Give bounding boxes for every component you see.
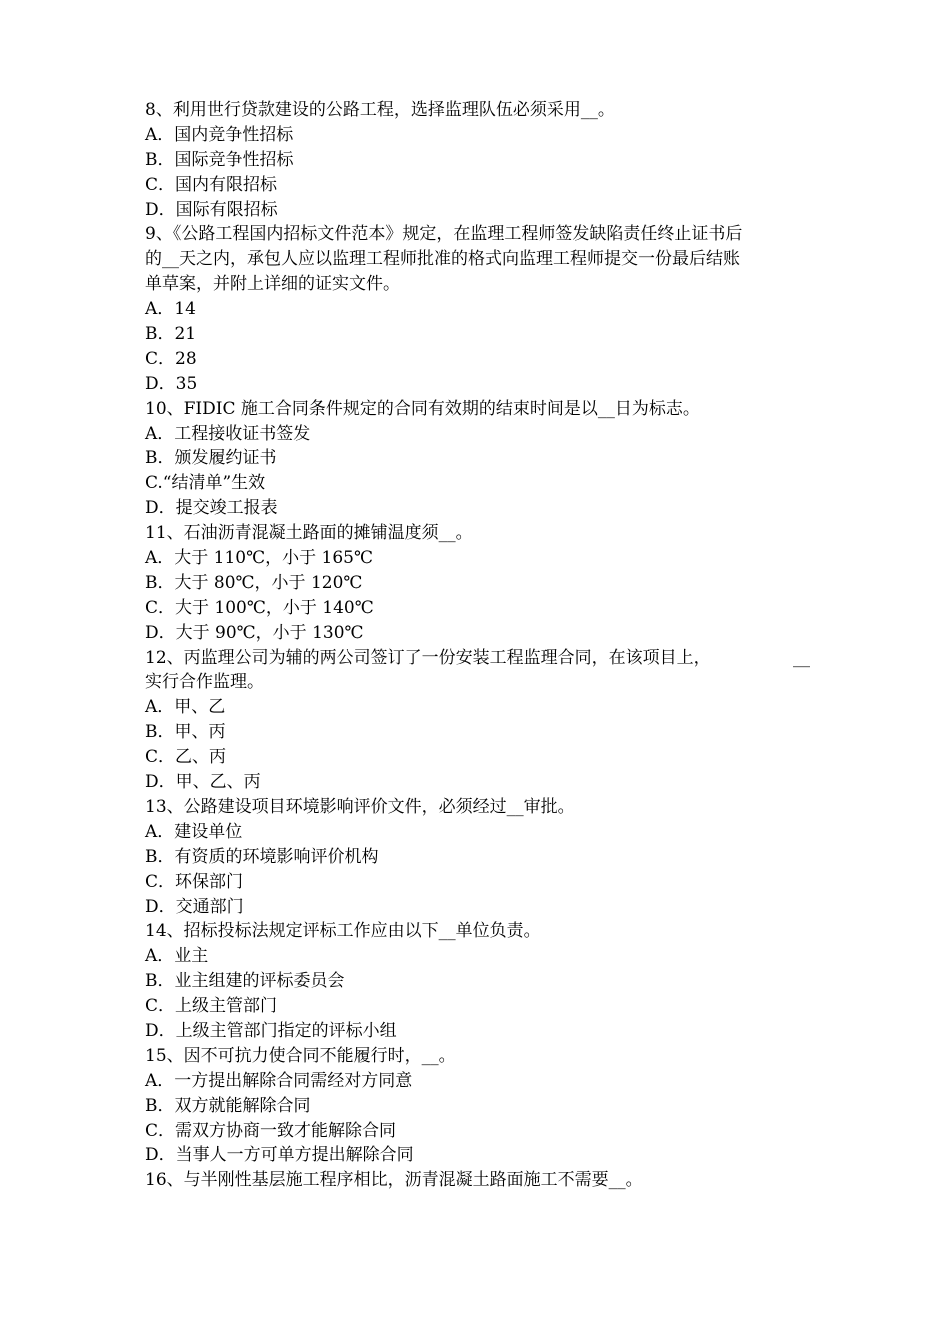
question-9-stem-line-2: 的__天之内，承包人应以监理工程师批准的格式向监理工程师提交一份最后结账 [145,249,740,270]
question-8-option-a: A．国内竞争性招标 [145,124,294,145]
question-15-stem: 15、因不可抗力使合同不能履行时，__。 [145,1045,456,1066]
question-11-option-a: A．大于 110℃，小于 165℃ [145,548,374,569]
question-11-option-c: C．大于 100℃，小于 140℃ [145,597,374,618]
question-13-option-b: B．有资质的环境影响评价机构 [145,846,379,867]
question-15-option-d: D．当事人一方可单方提出解除合同 [145,1145,414,1166]
question-12-stem-line-2: 实行合作监理。 [145,672,264,693]
question-11-option-d: D．大于 90℃，小于 130℃ [145,622,364,643]
question-9-option-d: D．35 [145,373,198,394]
question-9-stem-line-1: 9、《公路工程国内招标文件范本》规定，在监理工程师签发缺陷责任终止证书后 [145,224,743,245]
question-15-option-b: B．双方就能解除合同 [145,1095,311,1116]
question-14-option-c: C．上级主管部门 [145,996,278,1017]
question-8-option-c: C．国内有限招标 [145,174,278,195]
question-9-option-c: C．28 [145,348,197,369]
question-10-option-d: D．提交竣工报表 [145,498,278,519]
question-12-stem-line-1 [145,646,810,671]
question-12-blank: __ [793,647,810,668]
question-8-stem: 8、利用世行贷款建设的公路工程，选择监理队伍必须采用__。 [145,100,615,120]
question-12-option-b: B．甲、丙 [145,722,226,743]
question-8-option-d: D．国际有限招标 [145,199,278,220]
question-14-stem: 14、招标投标法规定评标工作应由以下__单位负责。 [145,921,541,942]
question-12-stem-text: 12、丙监理公司为辅的两公司签订了一份安装工程监理合同，在该项目上， [145,647,711,668]
question-14-option-d: D．上级主管部门指定的评标小组 [145,1020,397,1041]
question-13-option-d: D．交通部门 [145,896,244,917]
question-10-stem: 10、FIDIC 施工合同条件规定的合同有效期的结束时间是以__日为标志。 [145,398,700,419]
question-12-option-a: A．甲、乙 [145,697,226,718]
question-10-option-c: C.“结清单”生效 [145,473,266,494]
question-9-option-b: B．21 [145,324,197,345]
question-12-option-d: D．甲、乙、丙 [145,772,261,793]
question-13-option-a: A．建设单位 [145,821,243,842]
question-12-option-c: C．乙、丙 [145,747,227,768]
question-11-option-b: B．大于 80℃，小于 120℃ [145,572,363,593]
question-10-option-a: A．工程接收证书签发 [145,423,311,444]
question-14-option-a: A．业主 [145,946,209,967]
question-list [145,98,810,1193]
question-16-stem: 16、与半刚性基层施工程序相比，沥青混凝土路面施工不需要__。 [145,1170,643,1191]
question-14-option-b: B．业主组建的评标委员会 [145,971,345,992]
question-15-option-a: A．一方提出解除合同需经对方同意 [145,1070,413,1091]
question-10-option-b: B．颁发履约证书 [145,448,277,469]
question-13-option-c: C．环保部门 [145,871,244,892]
question-9-option-a: A．14 [145,299,196,320]
question-15-option-c: C．需双方协商一致才能解除合同 [145,1120,397,1141]
question-11-stem: 11、石油沥青混凝土路面的摊铺温度须__。 [145,523,473,544]
question-13-stem: 13、公路建设项目环境影响评价文件，必须经过__审批。 [145,796,575,817]
question-8-option-b: B．国际竞争性招标 [145,149,294,170]
question-9-stem-line-3: 单草案，并附上详细的证实文件。 [145,274,400,295]
